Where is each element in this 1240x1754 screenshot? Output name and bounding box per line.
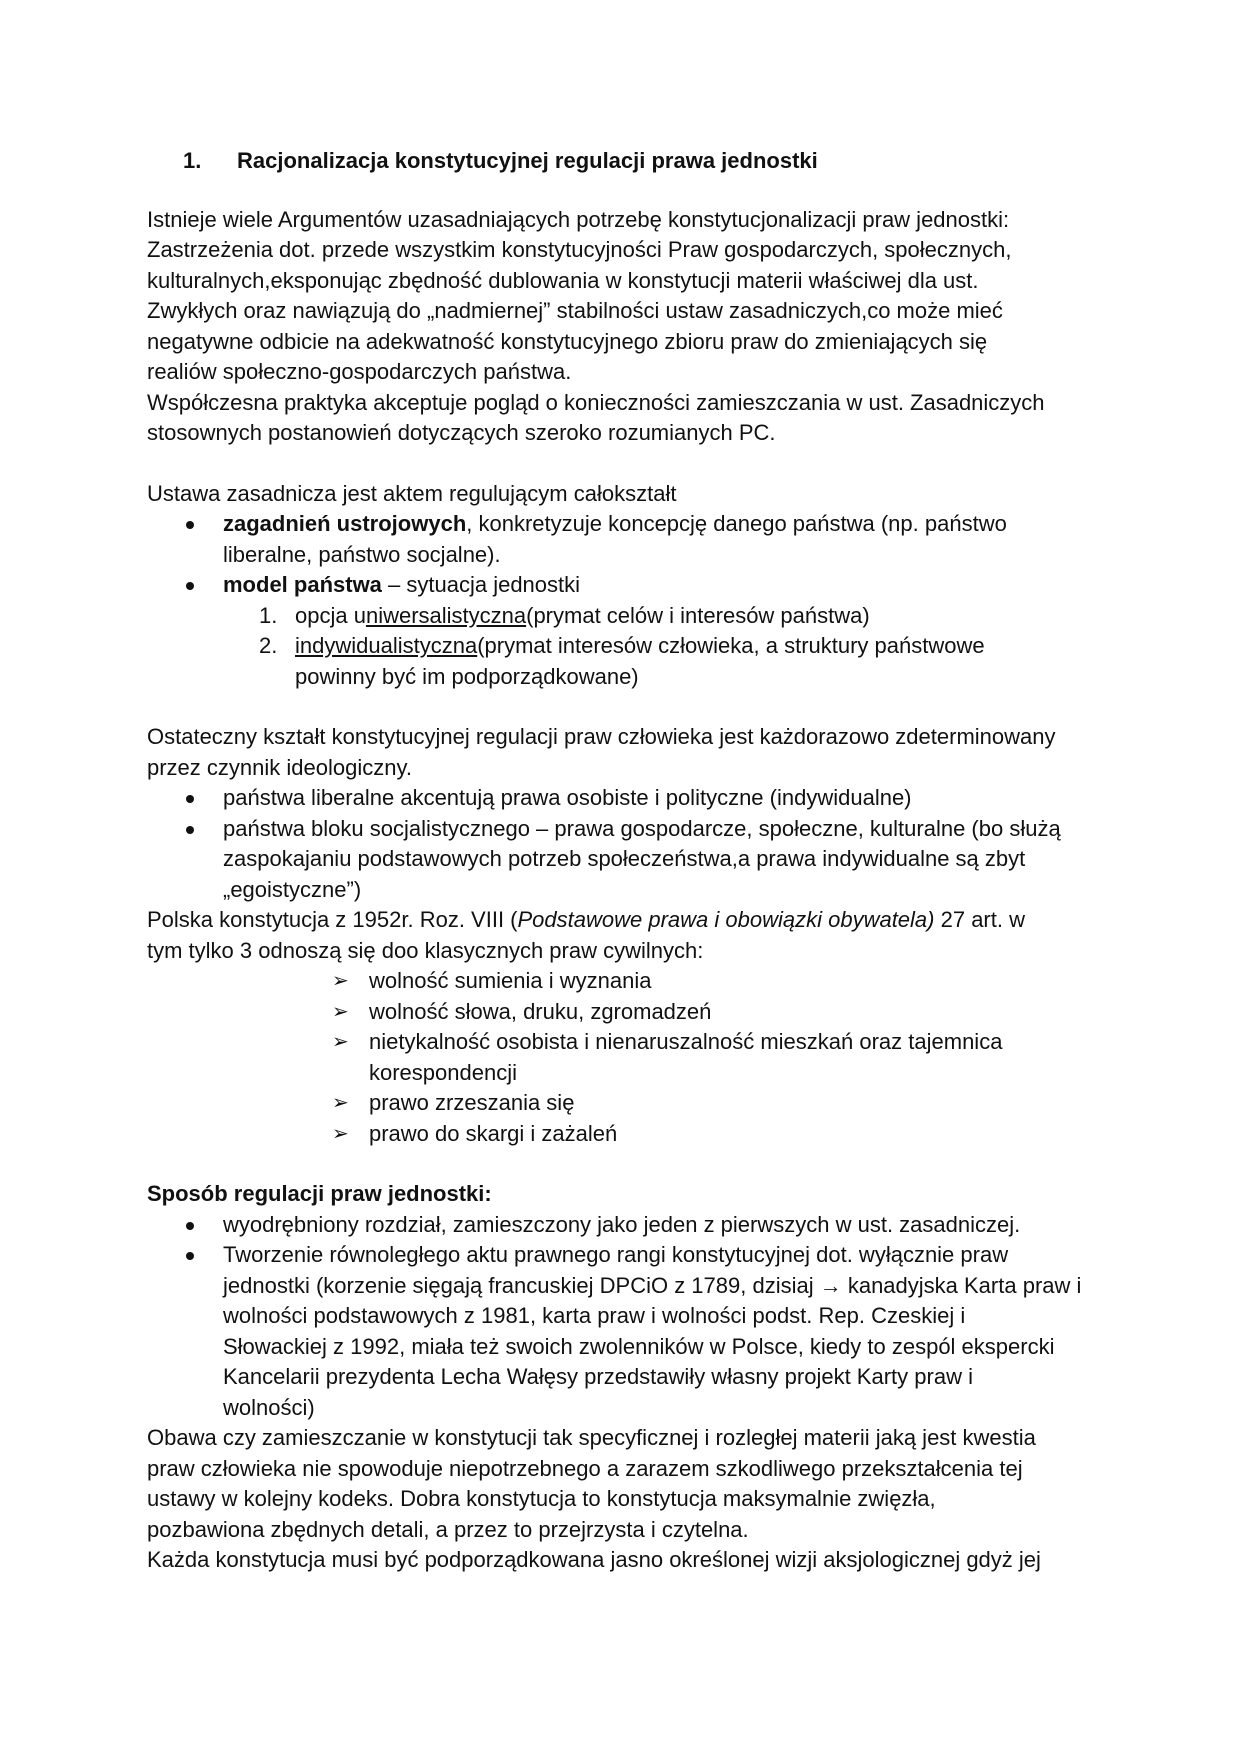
text-line: negatywne odbicie na adekwatność konstytucyjnego zbioru praw do zmieniających się: [147, 328, 988, 354]
list-item: [147, 509, 1107, 570]
paragraph-intro: Ustawa zasadnicza jest aktem regulującym całokształt: [147, 480, 677, 506]
text-line: tym tylko 3 odnoszą się doo klasycznych praw cywilnych:: [147, 937, 704, 963]
text-line: Ostateczny kształt konstytucyjnej regulacji praw człowieka jest każdorazowo zdeterminowany: [147, 724, 1056, 749]
list-item: ➢ wolność sumienia i wyznania: [147, 966, 1107, 997]
text-line: ustawy w kolejny kodeks. Dobra konstytucja to konstytucja maksymalnie zwięzła,: [147, 1486, 936, 1511]
arrow-bullet-icon: ➢: [332, 1031, 349, 1053]
text-line: stosownych postanowień dotyczących szeroko rozumianych PC.: [147, 420, 776, 445]
text-line: kulturalnych,eksponując zbędność dublowania w konstytucji materii właściwej dla ust.: [147, 267, 979, 293]
list-item: 2. indywidualistyczna(prymat interesów człowieka, a struktury państwowe powinny być im podporządkowane): [259, 633, 985, 689]
text-line: pozbawiona zbędnych detali, a przez to przejrzysta i czytelna.: [147, 1516, 749, 1542]
bold-term: zagadnień ustrojowych: [223, 511, 467, 536]
text-line: liberalne, państwo socjalne).: [223, 541, 501, 567]
text-line: powinny być im podporządkowane): [295, 663, 639, 689]
bold-term: model państwa: [223, 572, 382, 597]
bullet-list-ideology: [147, 783, 1107, 905]
list-item: państwa bloku socjalistycznego – prawa gospodarcze, społeczne, kulturalne (bo służą zaspokajaniu podstawowych potrzeb społeczeństwa,a prawa indywidualne są zbyt „egoistyczne”): [147, 814, 1107, 906]
bullet-list-constitution: [147, 509, 1107, 601]
text-line: Istnieje wiele Argumentów uzasadniających potrzebę konstytucjonalizacji praw jednostki:: [147, 206, 1010, 232]
list-item: ➢ prawo do skargi i zażaleń: [147, 1119, 1107, 1150]
list-item: państwa liberalne akcentują prawa osobiste i polityczne (indywidualne): [147, 783, 1107, 814]
paragraph-arguments: [147, 205, 1107, 449]
item-number: 1.: [259, 602, 278, 628]
text-line: przez czynnik ideologiczny.: [147, 754, 412, 780]
list-item: 1. opcja uniwersalistyczna(prymat celów i interesów państwa): [147, 601, 1107, 632]
list-item: ➢ nietykalność osobista i nienaruszalność mieszkań oraz tajemnica korespondencji: [332, 1029, 1003, 1085]
document-body: [147, 146, 1107, 1576]
arrow-list-civil-rights: [147, 966, 1107, 1149]
text-line: realiów społeczno-gospodarczych państwa.: [147, 359, 572, 384]
paragraph-1952: Polska konstytucja z 1952r. Roz. VIII (Podstawowe prawa i obowiązki obywatela) 27 art. w: [147, 907, 1025, 932]
list-item: wyodrębniony rozdział, zamieszczony jako jeden z pierwszych w ust. zasadniczej.: [147, 1210, 1107, 1241]
italic-title: Podstawowe prawa i obowiązki obywatela): [517, 907, 935, 932]
heading-title: Racjonalizacja konstytucyjnej regulacji prawa jednostki: [237, 148, 818, 173]
underlined-term: indywidualistyczna: [295, 633, 478, 658]
text-line: praw człowieka nie spowoduje niepotrzebnego a zarazem szkodliwego przekształcenia tej: [147, 1455, 1023, 1481]
text-line: Współczesna praktyka akceptuje pogląd o konieczności zamieszczania w ust. Zasadniczych: [147, 389, 1045, 415]
text-line: Obawa czy zamieszczanie w konstytucji tak specyficznej i rozległej materii jaką jest kwestia: [147, 1425, 1036, 1450]
arrow-bullet-icon: ➢: [332, 1092, 349, 1114]
text-line: Zwykłych oraz nawiązują do „nadmiernej” stabilności ustaw zasadniczych,co może mieć: [147, 298, 1003, 323]
text-line: , konkretyzuje koncepcję danego państwa (np. państwo: [466, 511, 1007, 536]
item-number: 2.: [259, 633, 278, 658]
text-line: Zastrzeżenia dot. przede wszystkim konstytucyjności Praw gospodarczych, społecznych,: [147, 237, 1012, 262]
text-line: Każda konstytucja musi być podporządkowana jasno określonej wizji aksjologicznej gdyż jej: [147, 1547, 1041, 1572]
text-line: – sytuacja jednostki: [381, 572, 581, 597]
list-item: ➢ prawo zrzeszania się: [147, 1088, 1107, 1119]
arrow-bullet-icon: ➢: [332, 1122, 349, 1145]
heading-number: 1.: [183, 148, 202, 173]
bullet-list-regulation: [147, 1210, 1107, 1424]
list-item: Tworzenie równoległego aktu prawnego rangi konstytucyjnej dot. wyłącznie praw jednostki (korzenie sięgają francuskiej DPCiO z 1789, dzisiaj → kanadyjska Karta praw i wolności podstawowych z 1981, karta praw i wolności podst. Rep. Czeskiej i Słowackiej z 1992, miała też swoich zwolenników w Polsce, kiedy to zespól ekspercki Kancelarii prezydenta Lecha Wałęsy przedstawiły własny projekt Karty praw i wolności): [147, 1240, 1107, 1423]
underlined-term: niwersalistyczna: [365, 602, 527, 628]
section-heading: [147, 146, 1107, 177]
section-subtitle: Sposób regulacji praw jednostki:: [147, 1181, 492, 1206]
numbered-list-options: [147, 601, 1107, 693]
paragraph-conclusion: [147, 1423, 1107, 1576]
list-item: ➢ wolność słowa, druku, zgromadzeń: [147, 997, 1107, 1028]
list-item: [147, 570, 1107, 601]
arrow-bullet-icon: ➢: [332, 970, 349, 992]
arrow-bullet-icon: ➢: [332, 1000, 349, 1023]
